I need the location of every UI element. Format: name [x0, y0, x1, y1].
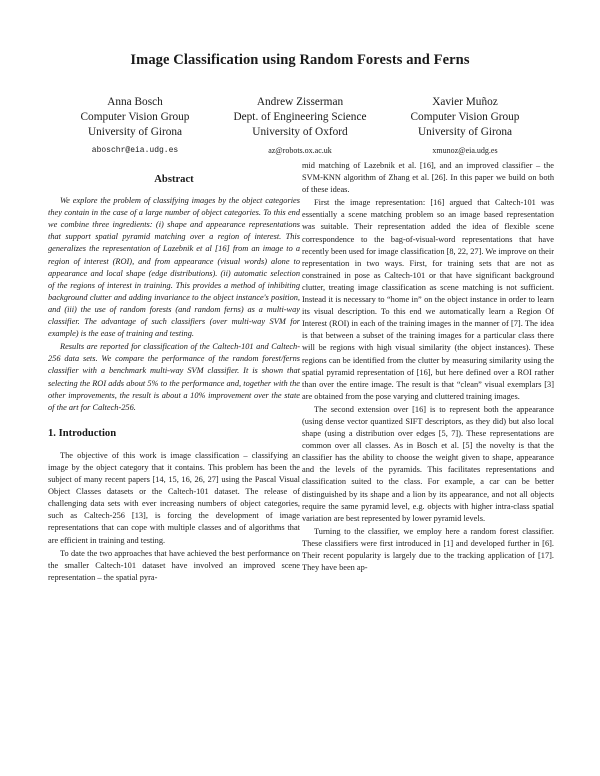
- author-block-1: [40, 95, 230, 157]
- author-email: xmunoz@eia.udg.es: [432, 146, 498, 155]
- author-institution: University of Girona: [417, 126, 513, 138]
- author-block-2: [205, 95, 395, 157]
- author-name: Andrew Zisserman: [256, 96, 344, 108]
- body-paragraph: The second extension over [16] is to represent both the appearance (using dense vector quantized SIFT descriptors, as they did) but also local shape (using a distribution over edges [5, 7]). These representations are common over all classes. As in Bosch et al. [5] the novelty is that the classifier has the ability to choose the weight given to shape, appearance and the levels of the pyramids. This facilitates representations and classification suited to the class. For example, a car can be better distinguished by its shape and a lion by its appearance, and not all objects require the same pyramid level, e.g. objects with higher intra-class spatial variation are best represented by lower pyramid levels.: [302, 404, 554, 523]
- body-paragraph: First the image representation: [16] argued that Caltech-101 was essentially a scene matching problem so an image based representation was suitable. Their representation added the idea of flexible scene correspondence to the bag-of-visual-word representations that have recently been used for image classification [8, 22, 27]. We improve on their representation in two ways. First, for training sets that are not as constrained in pose as Caltech-101 or that have significant background clutter, treating image classification as scene matching is not sufficient. Instead it is necessary to “home in” on the object instance in order to learn its visual description. To this end we automatically learn a Region Of Interest (ROI) in each of the training images in the manner of [7]. The idea is that between a subset of the training images for a particular class there will be regions with high visual similarity (the object instances). These regions can be identified from the clutter by measuring similarity using the spatial pyramid representation of [16], but here defined over a ROI rather than over the entire image. The result is that “clean” visual exemplars [3] are obtained from the pose varying and cluttered training images.: [302, 198, 554, 401]
- author-affiliation: Computer Vision Group: [80, 111, 190, 123]
- paper-title: Image Classification using Random Forests and Ferns: [130, 52, 470, 68]
- author-name: Anna Bosch: [107, 96, 163, 108]
- abstract-paragraph: Results are reported for classification of the Caltech-101 and Caltech-256 data sets. We compare the performance of the random forest/ferns classifier with a benchmark multi-way SVM classifier. It is shown that selecting the ROI adds about 5% to the performance and, together with the other improvements, the result is about a 10% improvement over the state of the art for Caltech-256.: [48, 342, 300, 412]
- body-paragraph: mid matching of Lazebnik et al. [16], and an improved classifier – the SVM-KNN algorithm of Zhang et al. [26]. In this paper we build on both of these ideas.: [302, 161, 554, 195]
- body-paragraph: The objective of this work is image classification – classifying an image by the object category that it contains. This problem has been the subject of many recent papers [14, 15, 16, 26, 27] using the Pascal Visual Object Classes datasets or the Caltech-101 dataset. The release of challenging data sets with ever increasing numbers of object categories, such as Caltech-256 [13], is forcing the development of image representations that can cope with multiple classes and of algorithms that are efficient in training and testing.: [48, 450, 300, 545]
- author-block-3: [370, 95, 560, 157]
- author-affiliation: Computer Vision Group: [410, 111, 520, 123]
- abstract-body: [48, 195, 300, 414]
- author-affiliation: Dept. of Engineering Science: [233, 111, 367, 123]
- body-paragraph: Turning to the classifier, we employ here a random forest classifier. These classifiers were first introduced in [1] and developed further in [6]. Their recent popularity is largely due to the tracking application of [17]. They have been ap-: [302, 526, 554, 573]
- body-paragraph: To date the two approaches that have achieved the best performance on the smaller Caltech-101 dataset have involved an improved scene representation – the spatial pyra-: [48, 548, 300, 582]
- abstract-paragraph: We explore the problem of classifying images by the object categories they contain in the case of a large number of object categories. To this end we combine three ingredients: (i) shape and appearance representations that support spatial pyramid matching over a region of interest. This generalizes the representation of Lazebnik et al [16] from an image to a region of interest (ROI), and from appearance (visual words) alone to appearance and local shape (edge distributions). (ii) automatic selection of the regions of interest in training. This provides a method of inhibiting background clutter and adding invariance to the object instance's position, and (iii) the use of random forests (and random ferns) as a multi-way classifier. The advantage of such classifiers (over multi-way SVM for example) is the ease of training and testing.: [48, 196, 300, 339]
- author-email: aboschr@eia.udg.es: [91, 146, 179, 155]
- author-name: Xavier Muñoz: [432, 96, 498, 108]
- section-heading: 1. Introduction: [48, 427, 117, 439]
- left-column: [48, 160, 300, 584]
- right-column: [302, 160, 554, 574]
- author-email: az@robots.ox.ac.uk: [268, 146, 332, 155]
- author-institution: University of Girona: [87, 126, 183, 138]
- author-institution: University of Oxford: [252, 126, 348, 138]
- abstract-heading: Abstract: [154, 174, 194, 185]
